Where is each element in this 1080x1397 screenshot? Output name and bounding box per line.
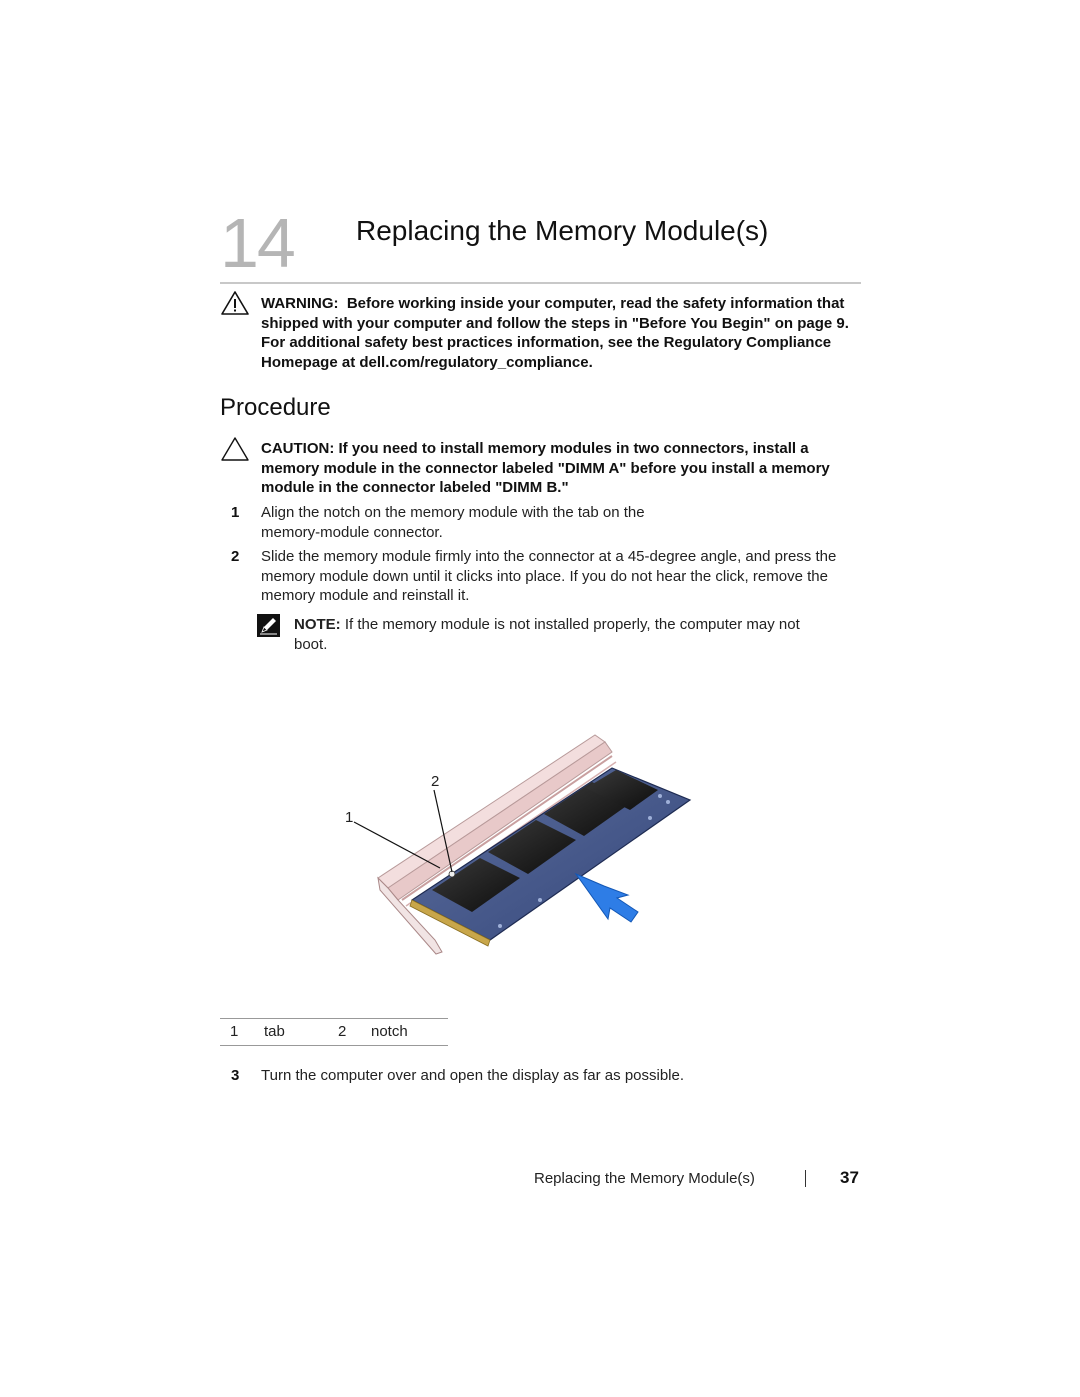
legend-label: notch — [371, 1023, 408, 1040]
note-text: If the memory module is not installed properly, the computer may not boot. — [294, 616, 800, 653]
callout-label-2: 2 — [431, 773, 440, 790]
insert-direction-arrow-icon — [576, 874, 638, 922]
legend-top-rule — [220, 1018, 448, 1019]
step-text: Slide the memory module firmly into the connector at a 45-degree angle, and press the memory module down until it clicks into place. If you do not hear the click, remove the memory module and reinstall it. — [261, 548, 837, 604]
step-number: 1 — [231, 504, 240, 521]
legend-number: 1 — [230, 1023, 239, 1040]
callout-label-1: 1 — [345, 809, 354, 826]
note-pencil-icon — [257, 614, 280, 637]
chapter-title: Replacing the Memory Module(s) — [356, 215, 769, 246]
warning-label: WARNING: — [261, 295, 339, 312]
legend-label: tab — [264, 1023, 285, 1040]
page-number: 37 — [840, 1168, 859, 1187]
caution-text: CAUTION: If you need to install memory modules in two connectors, install a memory module in the connector labeled "DIMM A" before you install a memory module in the connector labeled "DIMM B." — [261, 440, 830, 496]
step-text: Align the notch on the memory module with the tab on the memory-module connector. — [261, 504, 645, 541]
warning-triangle-icon — [220, 290, 250, 316]
footer-separator — [805, 1170, 806, 1187]
chapter-divider — [220, 282, 861, 284]
warning-block — [261, 294, 861, 372]
caution-triangle-icon — [220, 436, 250, 462]
memory-module-illustration — [340, 730, 700, 990]
step-number: 3 — [231, 1067, 240, 1084]
procedure-heading: Procedure — [220, 394, 331, 421]
step-text: Turn the computer over and open the display as far as possible. — [261, 1067, 685, 1084]
footer-chapter-title: Replacing the Memory Module(s) — [534, 1170, 755, 1187]
chapter-number: 14 — [220, 204, 294, 282]
step-number: 2 — [231, 548, 240, 565]
legend-number: 2 — [338, 1023, 347, 1040]
legend-bottom-rule — [220, 1045, 448, 1046]
note-label: NOTE: — [294, 616, 341, 633]
note-block — [294, 615, 814, 654]
warning-text: Before working inside your computer, read the safety information that shipped with your computer and follow the steps in "Before You Begin" on page 9. For additional safety best practices information, see the Regulatory Compliance Homepage at dell.com/regulatory_compliance. — [261, 295, 849, 371]
callout-leader-tab — [354, 822, 440, 868]
